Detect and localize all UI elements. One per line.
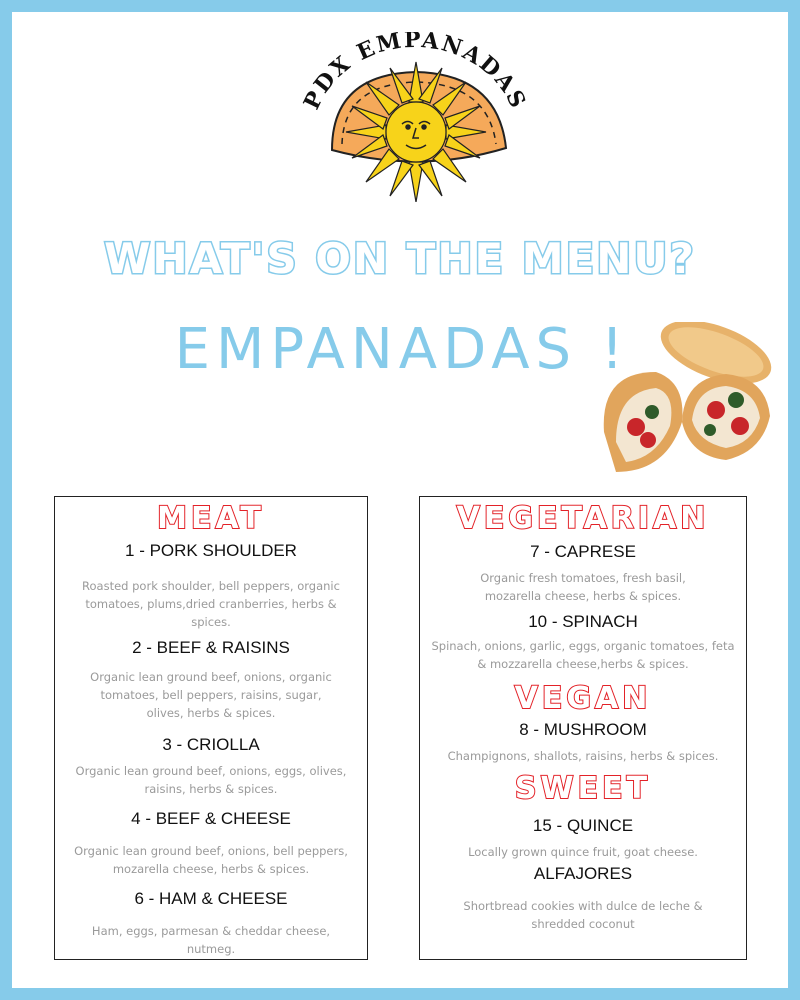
menu-item-desc: Ham, eggs, parmesan & cheddar cheese, nutmeg. bbox=[91, 924, 331, 956]
menu-item-name: 10 - SPINACH bbox=[528, 612, 638, 631]
menu-item-desc: Organic lean ground beef, onions, eggs, olives, raisins, herbs & spices. bbox=[75, 764, 347, 796]
page-headline: WHAT'S ON THE MENU? bbox=[104, 234, 696, 283]
menu-item-name: 3 - CRIOLLA bbox=[162, 735, 260, 754]
page-subhead: EMPANADAS ! bbox=[174, 317, 630, 382]
sun-empanada-icon bbox=[292, 32, 532, 202]
menu-item-name: 8 - MUSHROOM bbox=[519, 720, 647, 739]
menu-item-desc: Organic lean ground beef, onions, bell peppers, mozarella cheese, herbs & spices. bbox=[74, 844, 348, 876]
menu-item-name: 7 - CAPRESE bbox=[530, 542, 636, 561]
menu-item-name: 2 - BEEF & RAISINS bbox=[132, 638, 290, 657]
menu-item-desc: Champignons, shallots, raisins, herbs & spices. bbox=[447, 749, 719, 763]
menu-page bbox=[12, 12, 788, 988]
meat-section bbox=[54, 496, 368, 960]
menu-item-desc: Organic lean ground beef, onions, organic tomatoes, bell peppers, raisins, sugar, olives, herbs & spices. bbox=[90, 670, 332, 720]
menu-item-name: 15 - QUINCE bbox=[532, 816, 634, 835]
menu-item-desc: Shortbread cookies with dulce de leche & shredded coconut bbox=[463, 899, 703, 931]
sweet-title: SWEET bbox=[514, 771, 652, 806]
menu-item-desc: Roasted pork shoulder, bell peppers, organic tomatoes, plums,dried cranberries, herbs & spices. bbox=[82, 579, 340, 629]
menu-item-desc: Spinach, onions, garlic, eggs, organic tomatoes, feta & mozzarella cheese,herbs & spices. bbox=[431, 639, 735, 671]
brand-logo bbox=[292, 32, 532, 202]
vegan-title: VEGAN bbox=[514, 681, 652, 716]
meat-title: MEAT bbox=[157, 501, 265, 536]
menu-item-name: ALFAJORES bbox=[533, 864, 633, 883]
menu-item-name: 4 - BEEF & CHEESE bbox=[131, 809, 291, 828]
menu-item-desc: Locally grown quince fruit, goat cheese. bbox=[468, 845, 698, 859]
menu-item-desc: Organic fresh tomatoes, fresh basil, mozarella cheese, herbs & spices. bbox=[480, 571, 686, 603]
veg-section bbox=[419, 496, 747, 960]
brand-name: PDX EMPANADAS bbox=[298, 32, 532, 114]
menu-item-name: 1 - PORK SHOULDER bbox=[125, 541, 297, 560]
empanada-photo bbox=[586, 322, 776, 492]
vegetarian-title: VEGETARIAN bbox=[456, 501, 710, 536]
menu-item-name: 6 - HAM & CHEESE bbox=[134, 889, 288, 908]
